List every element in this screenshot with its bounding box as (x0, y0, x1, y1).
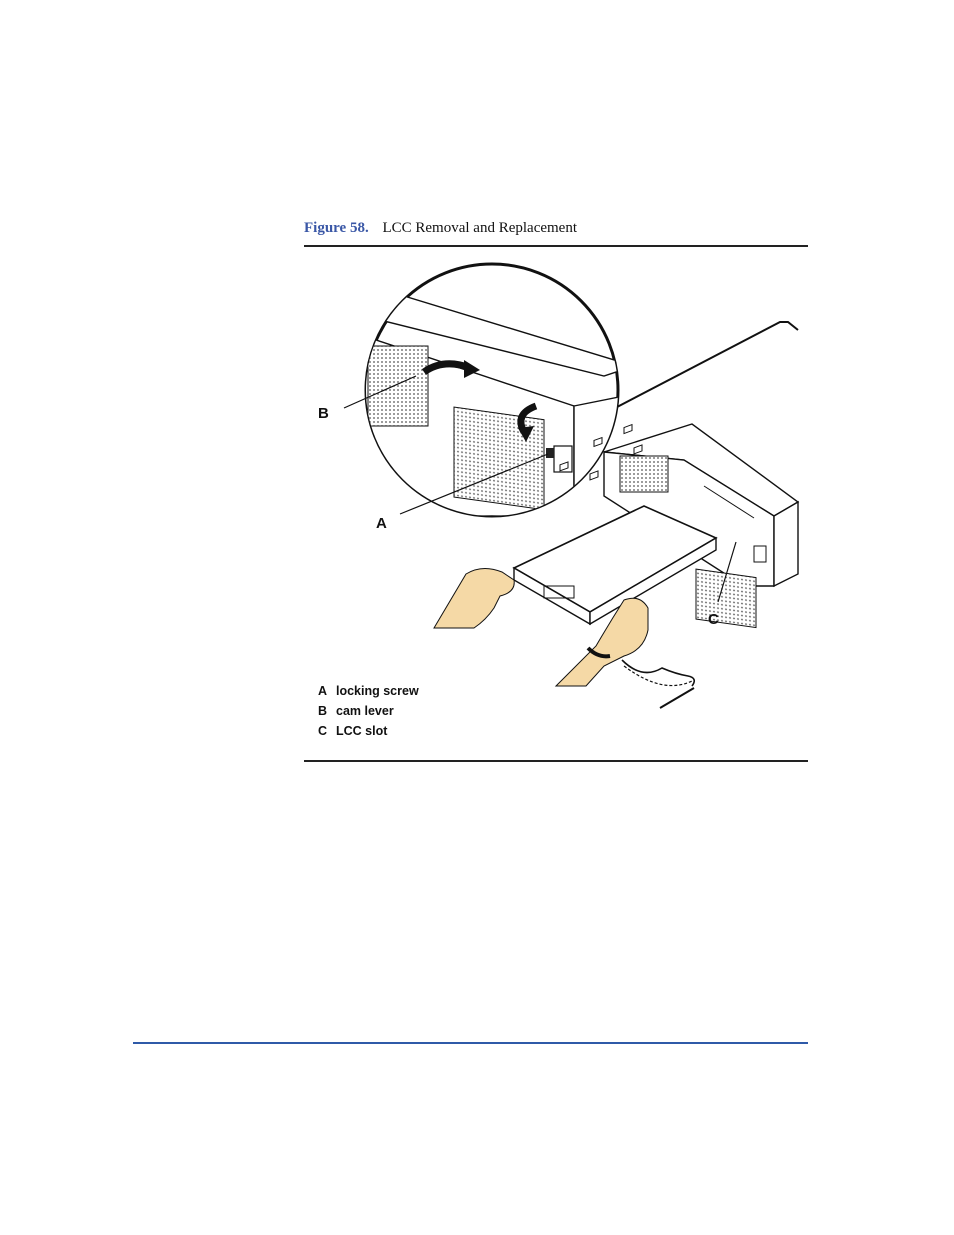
legend-item (318, 681, 419, 701)
callout-a: A (376, 515, 387, 532)
legend-text: cam lever (336, 704, 394, 718)
figure-caption (304, 220, 577, 237)
figure-legend (318, 681, 419, 741)
legend-key: C (318, 724, 328, 738)
callout-c: C (708, 611, 719, 628)
caption-rule (304, 245, 808, 247)
legend-item (318, 721, 419, 741)
legend-key: A (318, 684, 328, 698)
page-footer-rule (133, 1042, 808, 1044)
legend-text: locking screw (336, 684, 419, 698)
legend-key: B (318, 704, 328, 718)
legend-item (318, 701, 419, 721)
lcc-illustration (304, 256, 808, 716)
legend-text: LCC slot (336, 724, 388, 738)
callout-b: B (318, 405, 329, 422)
figure-bottom-rule (304, 760, 808, 762)
figure-title: LCC Removal and Replacement (382, 220, 577, 236)
figure-number: Figure 58. (304, 220, 369, 236)
